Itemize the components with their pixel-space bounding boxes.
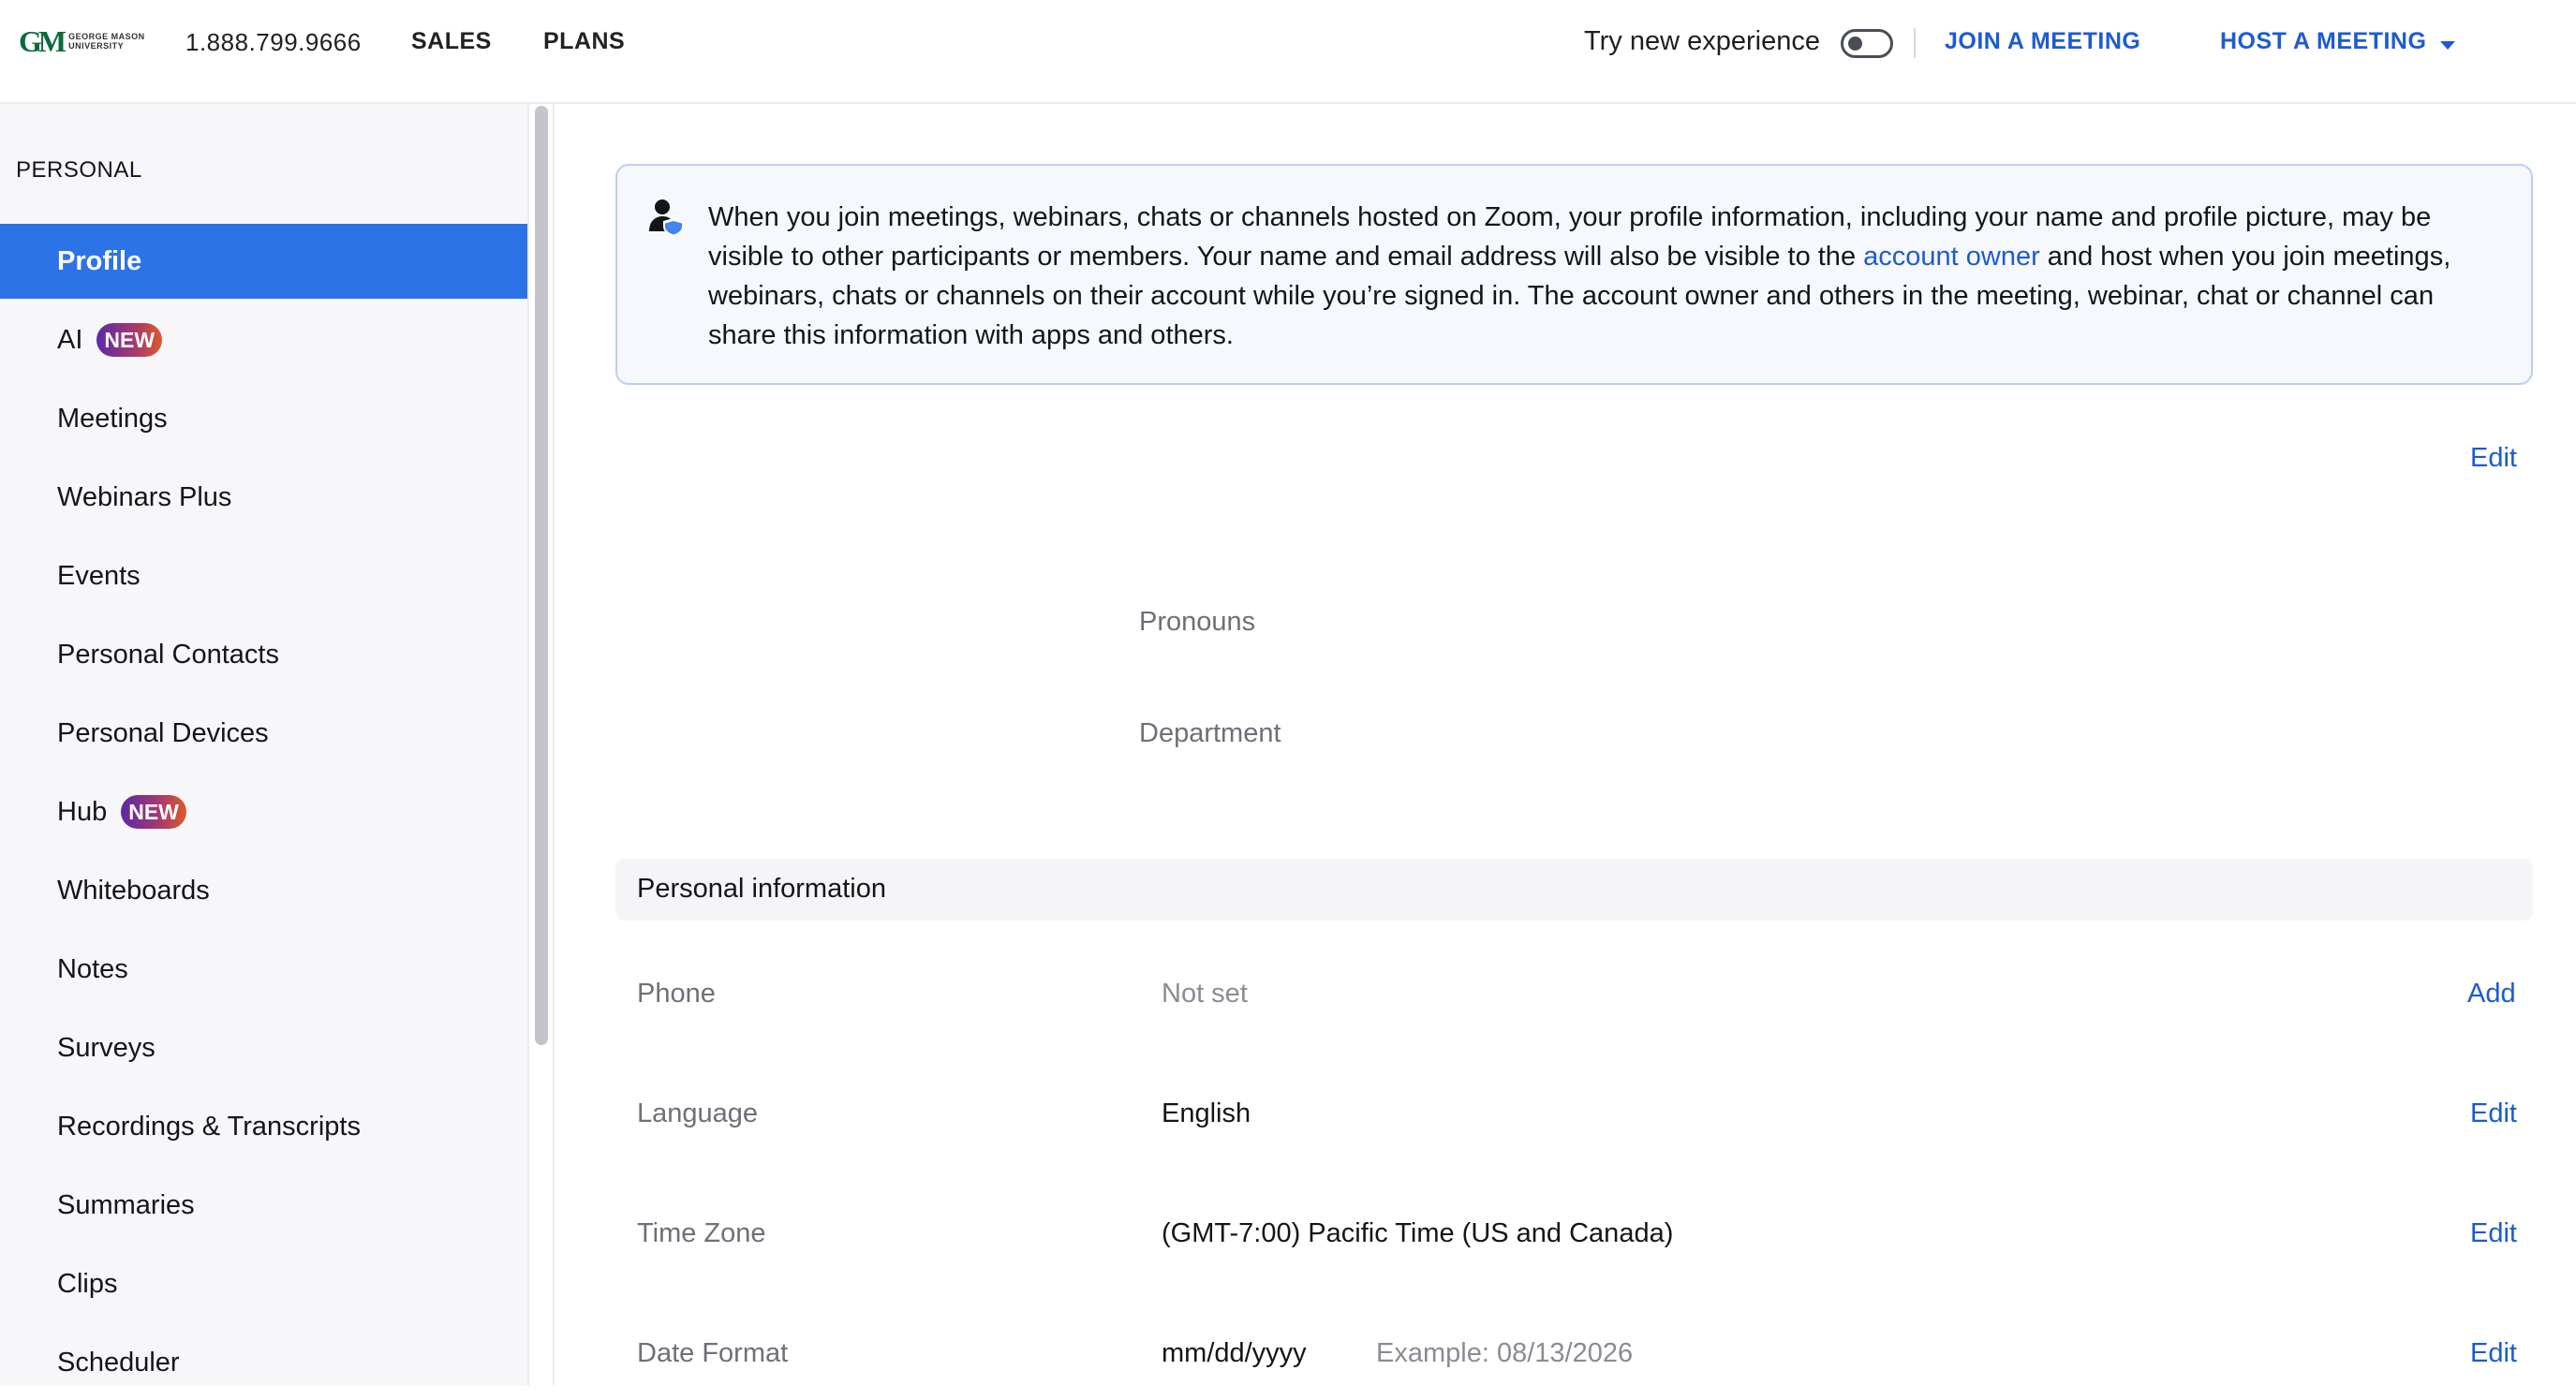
language-value: English bbox=[1162, 1098, 1251, 1128]
sidebar-item-meetings[interactable] bbox=[0, 381, 527, 456]
sidebar-item-summaries[interactable] bbox=[0, 1168, 527, 1243]
sidebar-item-clips[interactable] bbox=[0, 1246, 527, 1321]
date-format-example: Example: 08/13/2026 bbox=[1376, 1338, 1634, 1368]
sales-link[interactable]: SALES bbox=[411, 28, 492, 54]
privacy-notice bbox=[615, 164, 2533, 385]
sidebar-item-label: Surveys bbox=[57, 1032, 155, 1063]
user-shield-icon bbox=[648, 198, 686, 237]
sidebar-section-label: PERSONAL bbox=[16, 157, 142, 183]
sidebar-item-personal-contacts[interactable] bbox=[0, 617, 527, 692]
edit-date-format-link[interactable]: Edit bbox=[2470, 1338, 2517, 1368]
edit-time-zone-link[interactable]: Edit bbox=[2470, 1218, 2517, 1248]
sidebar-item-profile[interactable] bbox=[0, 224, 527, 299]
top-header bbox=[0, 0, 2576, 104]
new-badge: NEW bbox=[121, 795, 186, 829]
notice-text-part: When you join meetings, webinars, chats or channels hosted on Zoom, your profile information, including your name and profile picture, may be visible to other participants or members. Your name and email address will also be visible to the bbox=[708, 202, 2432, 272]
caret-down-icon[interactable] bbox=[2440, 41, 2455, 50]
sidebar-item-label: Recordings & Transcripts bbox=[57, 1111, 361, 1142]
sidebar-item-label: Personal Contacts bbox=[57, 639, 279, 670]
sidebar-item-label: Events bbox=[57, 560, 141, 591]
sidebar-item-label: Personal Devices bbox=[57, 717, 269, 748]
university-logo[interactable] bbox=[19, 22, 145, 60]
sidebar-item-scheduler[interactable] bbox=[0, 1325, 527, 1400]
host-meeting-dropdown[interactable]: HOST A MEETING bbox=[2220, 28, 2427, 54]
join-meeting-link[interactable]: JOIN A MEETING bbox=[1945, 28, 2141, 54]
notice-text-part: and host when you join meetings, webinars, chats or channels on their account while you’re signed in. The account owner and others in the meeting, webinar, chat or channel can share this information with apps and others. bbox=[708, 242, 2451, 350]
department-label: Department bbox=[1139, 718, 1281, 748]
language-label: Language bbox=[637, 1098, 759, 1128]
sidebar-item-events[interactable] bbox=[0, 538, 527, 613]
account-owner-link[interactable]: account owner bbox=[1863, 242, 2040, 272]
phone-value: Not set bbox=[1162, 979, 1248, 1009]
sidebar-item-label: AI bbox=[57, 324, 83, 355]
sales-phone-number[interactable]: 1.888.799.9666 bbox=[185, 28, 362, 56]
toggle-knob bbox=[1848, 37, 1862, 51]
date-format-value: mm/dd/yyyy bbox=[1162, 1338, 1307, 1368]
sidebar-item-label: Meetings bbox=[57, 403, 168, 434]
time-zone-label: Time Zone bbox=[637, 1218, 766, 1248]
sidebar-item-label: Notes bbox=[57, 953, 128, 984]
logo-wordmark: GEORGE MASON UNIVERSITY bbox=[68, 32, 145, 51]
sidebar-item-label: Clips bbox=[57, 1268, 118, 1299]
sidebar-item-webinars-plus[interactable] bbox=[0, 460, 527, 535]
sidebar-item-ai[interactable] bbox=[0, 302, 527, 377]
sidebar-item-label: Hub bbox=[57, 796, 108, 827]
personal-information-header bbox=[615, 859, 2533, 921]
sidebar-item-label: Profile bbox=[57, 245, 142, 276]
phone-label: Phone bbox=[637, 979, 716, 1009]
edit-language-link[interactable]: Edit bbox=[2470, 1098, 2517, 1128]
section-title: Personal information bbox=[637, 874, 886, 904]
privacy-notice-text bbox=[708, 198, 2488, 355]
sidebar-item-personal-devices[interactable] bbox=[0, 696, 527, 771]
add-phone-link[interactable]: Add bbox=[2467, 979, 2516, 1009]
time-zone-value: (GMT-7:00) Pacific Time (US and Canada) bbox=[1162, 1218, 1674, 1248]
logo-mark: GM bbox=[19, 23, 64, 58]
sidebar-item-hub[interactable] bbox=[0, 774, 527, 849]
header-divider bbox=[1914, 28, 1916, 58]
sidebar-item-whiteboards[interactable] bbox=[0, 853, 527, 928]
sidebar-item-recordings-and-transcripts[interactable] bbox=[0, 1089, 527, 1164]
pronouns-label: Pronouns bbox=[1139, 607, 1256, 637]
try-new-experience-toggle[interactable] bbox=[1841, 29, 1893, 58]
sidebar-item-surveys[interactable] bbox=[0, 1010, 527, 1085]
sidebar-item-label: Scheduler bbox=[57, 1347, 180, 1378]
sidebar-item-label: Whiteboards bbox=[57, 875, 210, 906]
sidebar-item-notes[interactable] bbox=[0, 932, 527, 1007]
sidebar-scrollbar[interactable] bbox=[529, 104, 555, 1386]
sidebar-scrollbar-thumb[interactable] bbox=[535, 106, 548, 1045]
try-new-experience-label: Try new experience bbox=[1584, 26, 1820, 56]
new-badge: NEW bbox=[96, 323, 162, 357]
plans-link[interactable]: PLANS bbox=[543, 28, 626, 54]
date-format-label: Date Format bbox=[637, 1338, 789, 1368]
sidebar-item-label: Summaries bbox=[57, 1189, 195, 1220]
edit-profile-link[interactable]: Edit bbox=[2470, 443, 2517, 473]
sidebar-item-label: Webinars Plus bbox=[57, 481, 232, 512]
